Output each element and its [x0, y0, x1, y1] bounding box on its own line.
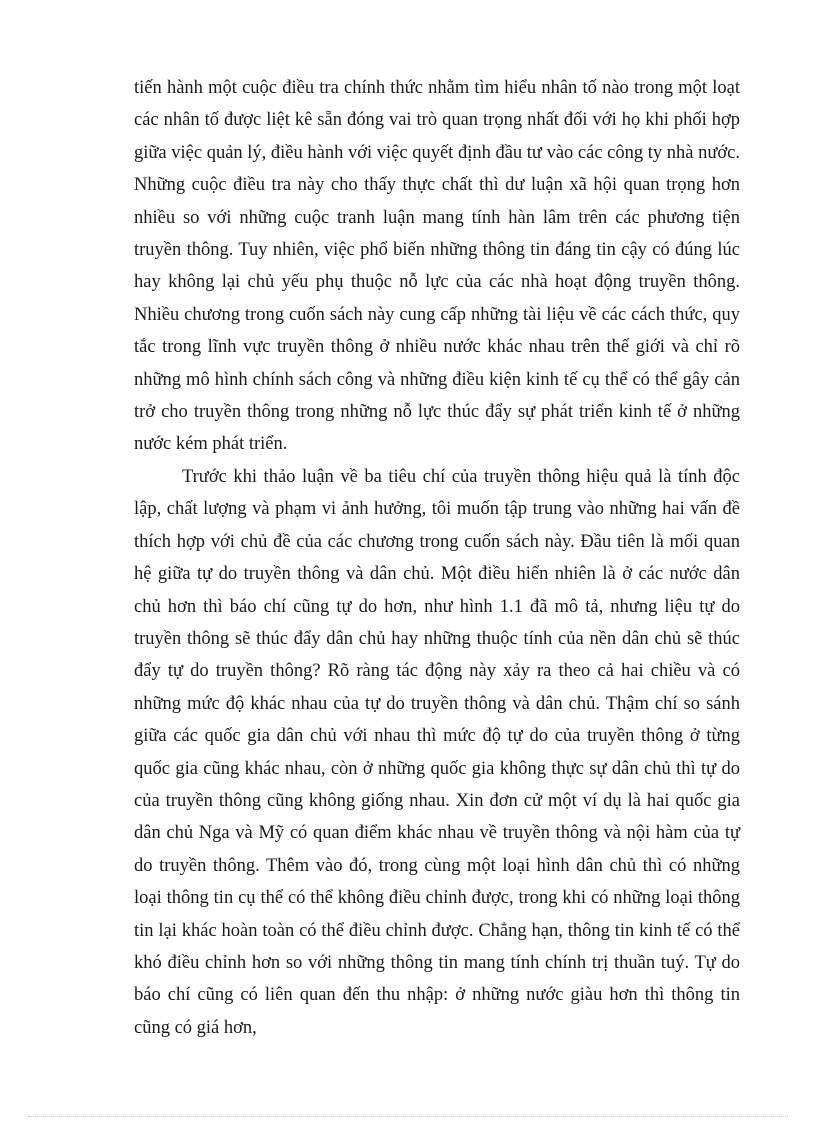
page-bottom-border — [28, 1116, 788, 1117]
paragraph-press-freedom-democracy: Trước khi thảo luận về ba tiêu chí của truyền thông hiệu quả là tính độc lập, chất lượng và phạm vi ảnh hưởng, tôi muốn tập trung vào những hai vấn đề thích hợp với chủ đề của các chương trong cuốn sách này. Đầu tiên là mối quan hệ giữa tự do truyền thông và dân chủ. Một điều hiển nhiên là ở các nước dân chủ hơn thì báo chí cũng tự do hơn, như hình 1.1 đã mô tả, nhưng liệu tự do truyền thông sẽ thúc đẩy dân chủ hay những thuộc tính của nền dân chủ sẽ thúc đẩy tự do truyền thông? Rõ ràng tác động này xảy ra theo cả hai chiều và có những mức độ khác nhau của tự do truyền thông và dân chủ. Thậm chí so sánh giữa các quốc gia dân chủ với nhau thì mức độ tự do của truyền thông ở từng quốc gia cũng khác nhau, còn ở những quốc gia không thực sự dân chủ thì tự do của truyền thông cũng không giống nhau. Xin đơn cử một ví dụ là hai quốc gia dân chủ Nga và Mỹ có quan điểm khác nhau về truyền thông và nội hàm của tự do truyền thông. Thêm vào đó, trong cùng một loại hình dân chủ thì có những loại thông tin cụ thể có thể không điều chỉnh được, trong khi có những loại thông tin lại khác hoàn toàn có thể điều chỉnh được. Chẳng hạn, thông tin kinh tế có thể khó điều chỉnh hơn so với những thông tin mang tính chính trị thuần tuý. Tự do báo chí cũng có liên quan đến thu nhập: ở những nước giàu hơn thì thông tin cũng có giá hơn, — [134, 466, 740, 1038]
paragraph-continued: tiến hành một cuộc điều tra chính thức nhằm tìm hiểu nhân tố nào trong một loạt các nhân tố được liệt kê sẵn đóng vai trò quan trọng nhất đối với họ khi phối hợp giữa việc quản lý, điều hành với việc quyết định đầu tư vào các công ty nhà nước. Những cuộc điều tra này cho thấy thực chất thì dư luận xã hội quan trọng hơn nhiều so với những cuộc tranh luận mang tính hàn lâm trên các phương tiện truyền thông. Tuy nhiên, việc phổ biến những thông tin đáng tin cậy có đúng lúc hay không lại chủ yếu phụ thuộc nỗ lực của các nhà hoạt động truyền thông. Nhiều chương trong cuốn sách này cung cấp những tài liệu về các cách thức, quy tắc trong lĩnh vực truyền thông ở nhiều nước khác nhau trên thế giới và chỉ rõ những mô hình chính sách công và những điều kiện kinh tế cụ thể có thể gây cản trở cho truyền thông trong những nỗ lực thúc đẩy sự phát triển kinh tế ở những nước kém phát triển. — [134, 78, 741, 455]
body-text — [134, 72, 740, 1044]
